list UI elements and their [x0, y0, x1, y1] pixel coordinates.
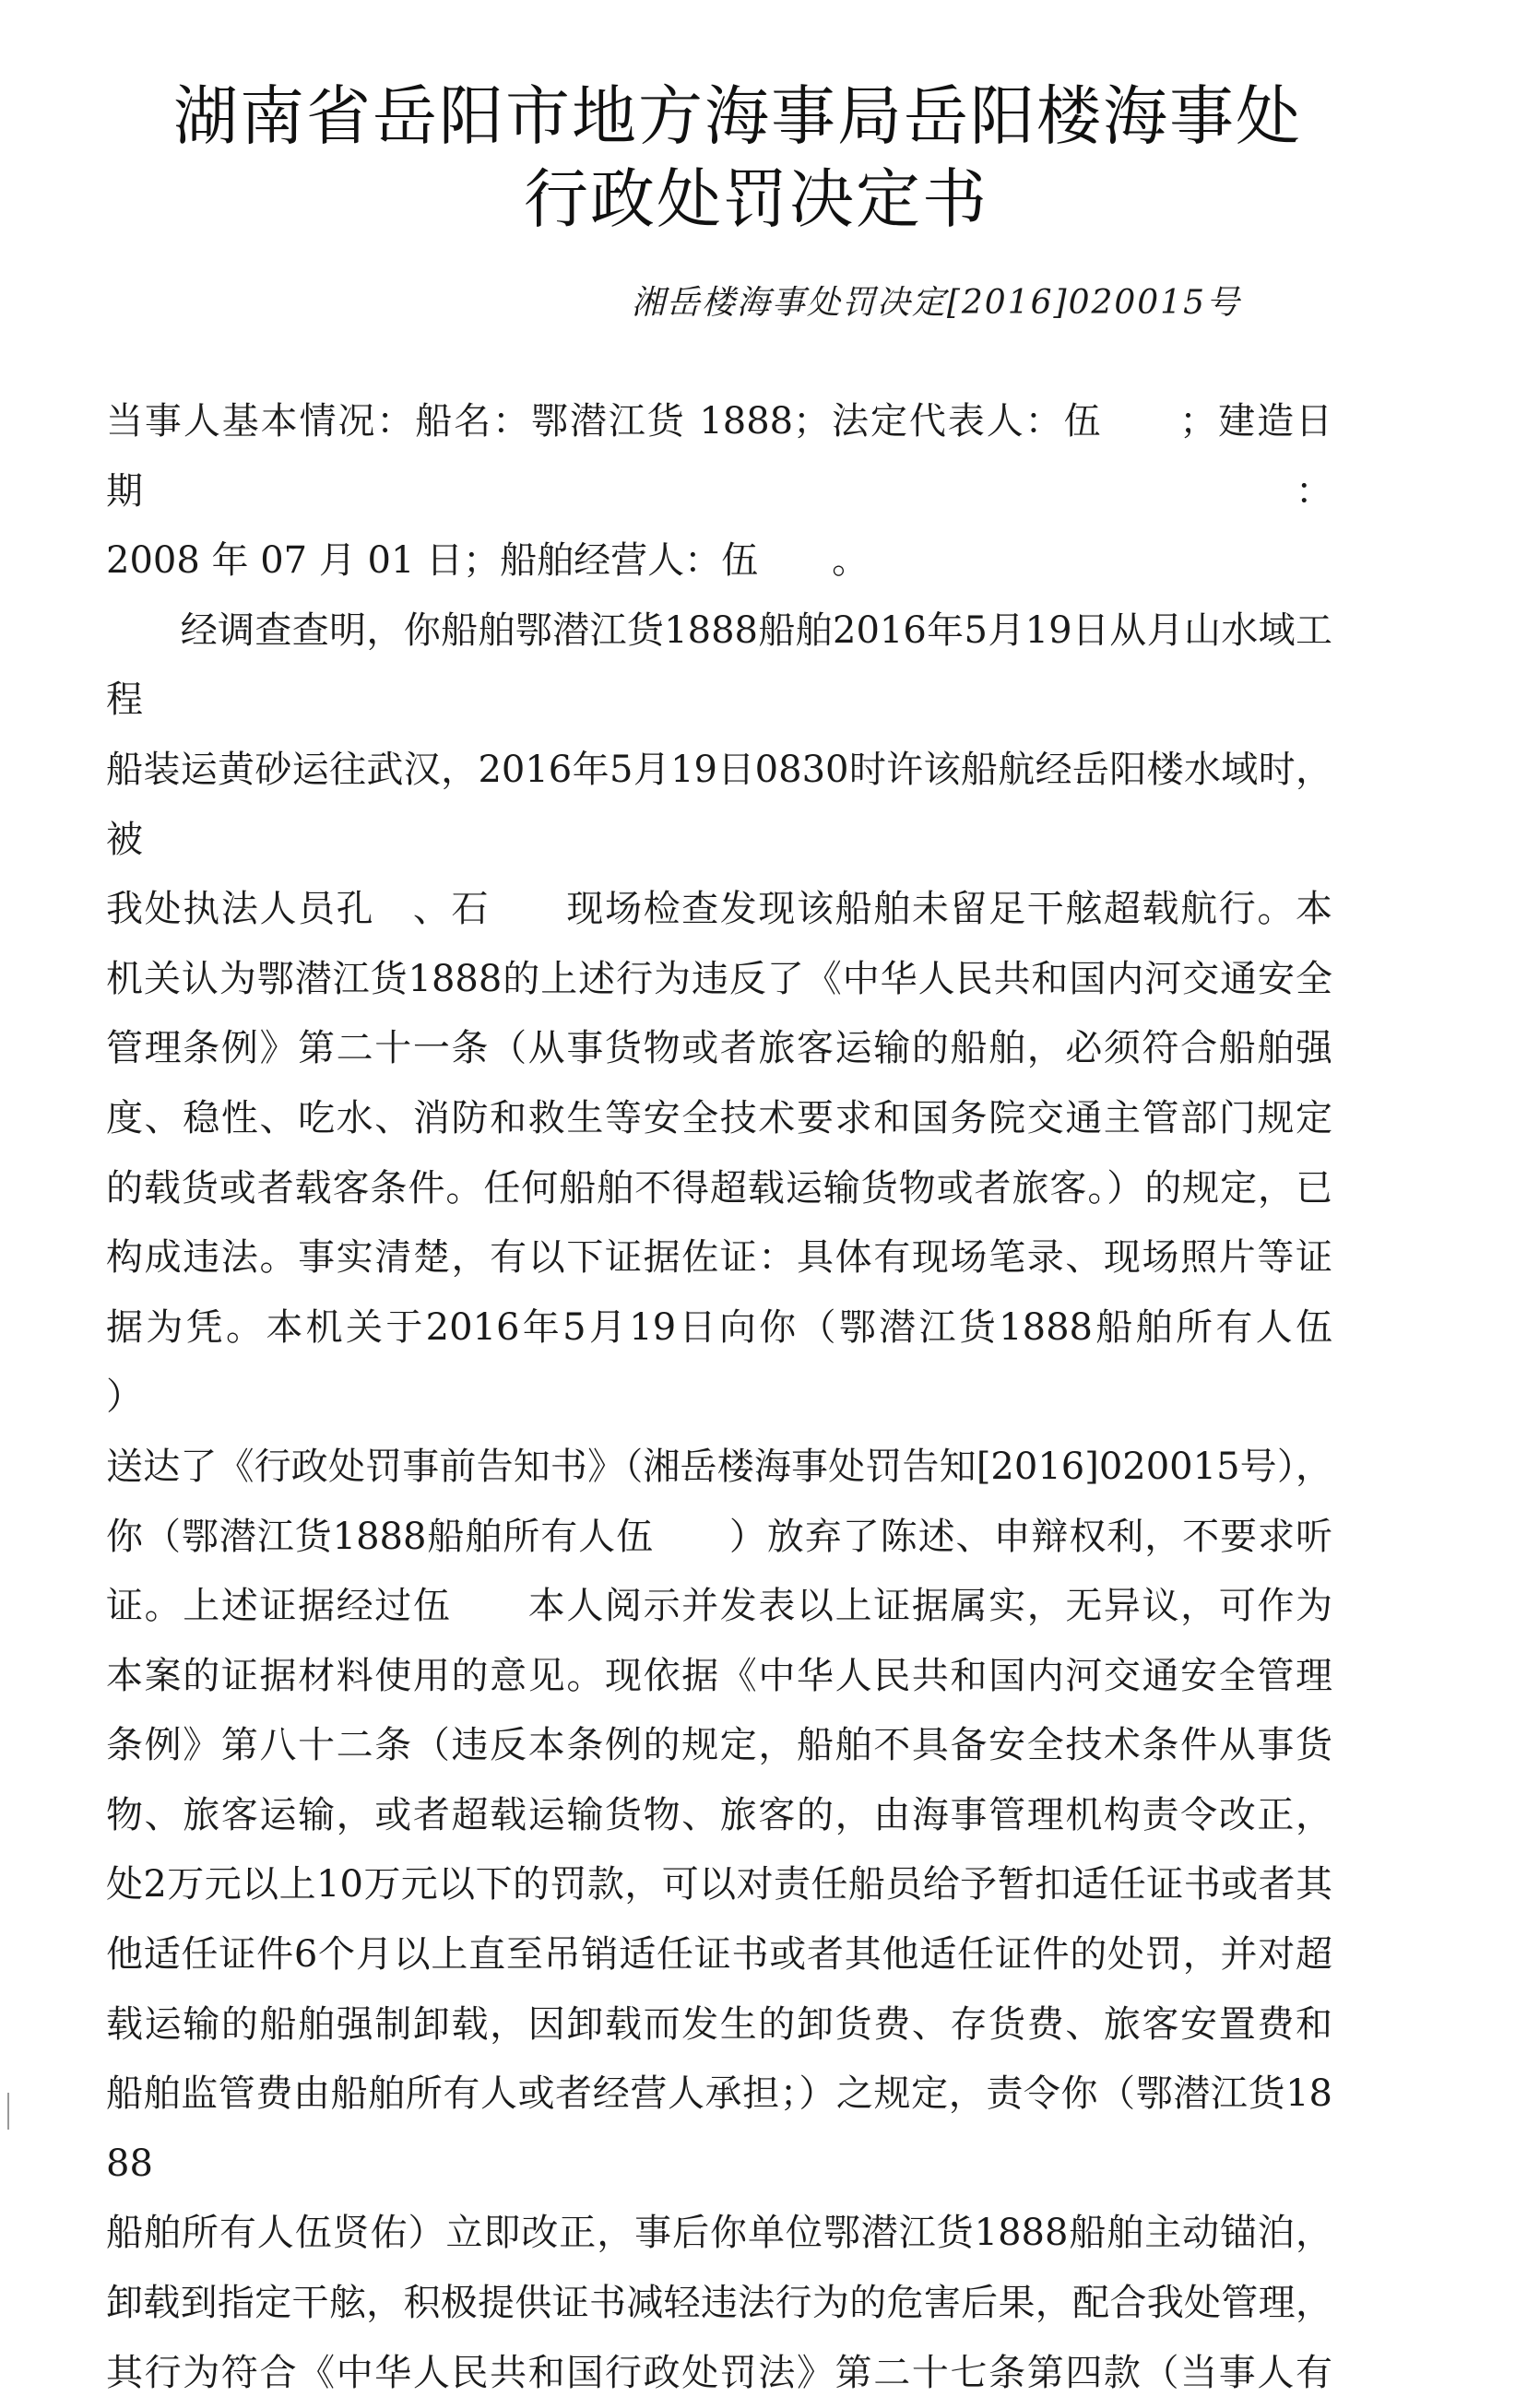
body-line: 我处执法人员孔 、石 现场检查发现该船舶未留足干舷超载航行。本 [106, 888, 1332, 931]
body-line: 2008 年 07 月 01 日；船舶经营人：伍 。 [106, 539, 870, 583]
body-line: 的载货或者载客条件。任何船舶不得超载运输货物或者旅客。）的规定，已 [106, 1166, 1332, 1210]
body-line: 船装运黄砂运往武汉，2016年5月19日0830时许该船航经岳阳楼水域时，被 [106, 748, 1332, 861]
scan-edge-mark [7, 2093, 9, 2130]
body-line: 处2万元以上10万元以下的罚款，可以对责任船员给予暂扣适任证书或者其 [106, 1863, 1332, 1906]
document-number: 湘岳楼海事处罚决定[2016]020015号 [631, 284, 1241, 322]
body-line: 构成违法。事实清楚，有以下证据佐证：具体有现场笔录、现场照片等证 [106, 1236, 1332, 1280]
body-line: 卸载到指定干舷，积极提供证书减轻违法行为的危害后果，配合我处管理， [106, 2282, 1332, 2325]
body-line: 当事人基本情况：船名：鄂潜江货 1888；法定代表人：伍 ；建造日期： [106, 400, 1332, 513]
document-title-line2: 行政处罚决定书 [524, 161, 988, 237]
body-line: 管理条例》第二十一条（从事货物或者旅客运输的船舶，必须符合船舶强 [106, 1027, 1332, 1070]
document-title-line1: 湖南省岳阳市地方海事局岳阳楼海事处 [173, 78, 1302, 154]
body-line: 据为凭。本机关于2016年5月19日向你（鄂潜江货1888船舶所有人伍 ） [106, 1305, 1406, 1419]
body-line: 船舶监管费由船舶所有人或者经营人承担；）之规定，责令你（鄂潜江货1888 [106, 2072, 1332, 2185]
body-line: 本案的证据材料使用的意见。现依据《中华人民共和国内河交通安全管理 [106, 1654, 1332, 1697]
body-line: 条例》第八十二条（违反本条例的规定，船舶不具备安全技术条件从事货 [106, 1724, 1332, 1767]
document-body [106, 387, 1406, 2408]
body-line: 物、旅客运输，或者超载运输货物、旅客的，由海事管理机构责令改正， [106, 1793, 1332, 1836]
body-line: 机关认为鄂潜江货1888的上述行为违反了《中华人民共和国内河交通安全 [106, 957, 1332, 1000]
body-line: 送达了《行政处罚事前告知书》（湘岳楼海事处罚告知[2016]020015号）， [106, 1445, 1332, 1488]
body-line: 载运输的船舶强制卸载，因卸载而发生的卸货费、存货费、旅客安置费和 [106, 2002, 1332, 2046]
body-line: 度、稳性、吃水、消防和救生等安全技术要求和国务院交通主管部门规定 [106, 1096, 1332, 1139]
body-line: 他适任证件6个月以上直至吊销适任证书或者其他适任证件的处罚，并对超 [106, 1933, 1332, 1977]
body-line: 证。上述证据经过伍 本人阅示并发表以上证据属实，无异议，可作为 [106, 1585, 1332, 1628]
body-line: 其行为符合《中华人民共和国行政处罚法》第二十七条第四款（当事人有 [106, 2351, 1332, 2394]
body-line: 经调查查明，你船舶鄂潜江货1888船舶2016年5月19日从月山水域工程 [106, 608, 1332, 722]
body-line: 你（鄂潜江货1888船舶所有人伍 ）放弃了陈述、申辩权利，不要求听 [106, 1515, 1332, 1558]
body-line: 船舶所有人伍贤佑）立即改正，事后你单位鄂潜江货1888船舶主动锚泊， [106, 2212, 1332, 2255]
